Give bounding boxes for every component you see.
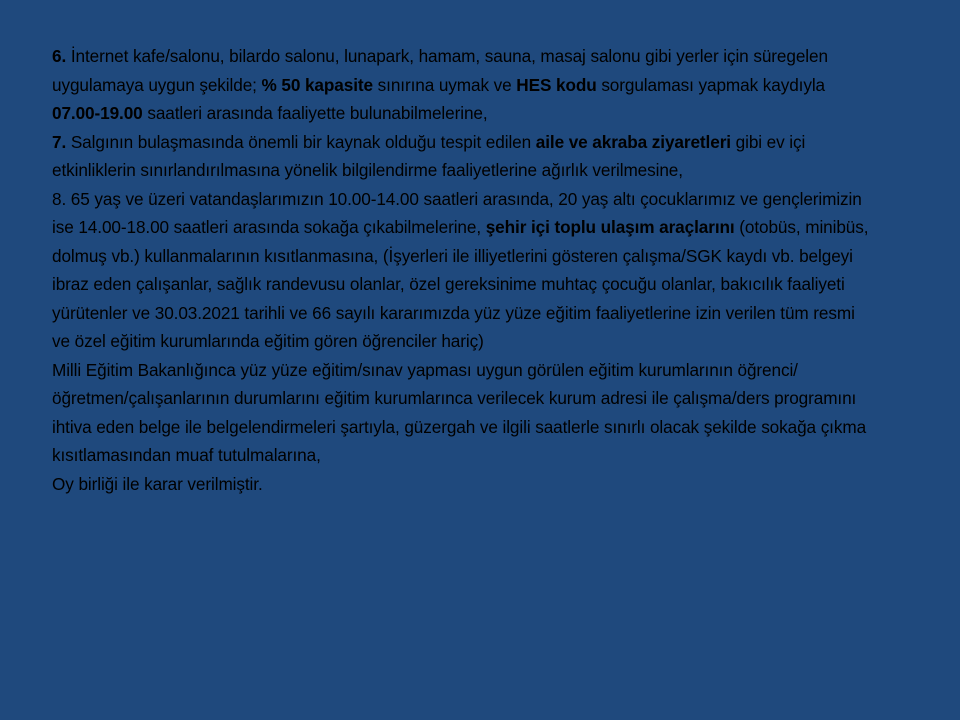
item-6-hours-bold: 07.00-19.00 — [52, 103, 143, 123]
item-8-paragraph — [52, 185, 872, 356]
item-6-capacity-bold: % 50 kapasite — [261, 74, 373, 95]
item-6-number: 6. — [52, 46, 67, 66]
item-7-text-2: gibi ev içi etkinliklerin sınırlandırılmasına yönelik bilgilendirme faaliyetlerine ağırlık verilmesine, — [52, 131, 806, 180]
item-6-hes-code-bold: HES kodu — [516, 74, 597, 95]
meb-paragraph: Milli Eğitim Bakanlığınca yüz yüze eğitim/sınav yapması uygun görülen eğitim kurumlarının öğrenci/öğretmen/çalışanlarının durumlarını eğitim kurumlarınca verilecek kurum adresi ile çalışma/ders programını ihtiva eden belge ile belgelendirmeleri şartıyla, güzergah ve ilgili saatlerle sınırlı olacak şekilde sokağa çıkma kısıtlamasından muaf tutulmalarına, — [52, 359, 867, 465]
item-6-text-2: sınırına uymak ve — [372, 74, 517, 95]
closing-statement: Oy birliği ile karar verilmiştir. — [52, 473, 263, 494]
item-8-text-2: (otobüs, minibüs, dolmuş vb.) kullanmalarının kısıtlanmasına, (İşyerleri ile illiyetlerini gösteren çalışma/SGK kaydı vb. belgeyi ibraz eden çalışanlar, sağlık randevusu olanlar, özel gereksinime muhtaç çocuğu olanlar, bakıcılık faaliyeti yürütenler ve 30.03.2021 tarihli ve 66 sayılı kararımızda yüz yüze eğitim faaliyetlerine izin verilen tüm resmi ve özel eğitim kurumlarında eğitim gören öğrenciler hariç) — [52, 217, 869, 351]
item-8-public-transport-bold: şehir içi toplu ulaşım araçlarını — [485, 217, 735, 237]
item-7-family-visits-bold: aile ve akraba ziyaretleri — [535, 131, 731, 152]
item-6-text-3: sorgulaması yapmak kaydıyla — [596, 74, 826, 95]
item-6-text-1: İnternet kafe/salonu, bilardo salonu, lunapark, hamam, sauna, masaj salonu gibi yerler için süregelen uygulamaya uygun şekilde; — [52, 46, 828, 95]
item-7-text-1: Salgının bulaşmasında önemli bir kaynak olduğu tespit edilen — [66, 131, 536, 152]
item-6-text-4: saatleri arasında faaliyette bulunabilmelerine, — [142, 103, 488, 123]
slide-text-body — [52, 42, 872, 498]
item-7-paragraph — [52, 128, 872, 185]
item-6-paragraph — [52, 42, 872, 128]
item-7-number: 7. — [52, 131, 67, 152]
item-8-text-1: 8. 65 yaş ve üzeri vatandaşlarımızın 10.00-14.00 saatleri arasında, 20 yaş altı çocuklarımız ve gençlerimizin ise 14.00-18.00 saatleri arasında sokağa çıkabilmelerine, — [52, 188, 862, 237]
